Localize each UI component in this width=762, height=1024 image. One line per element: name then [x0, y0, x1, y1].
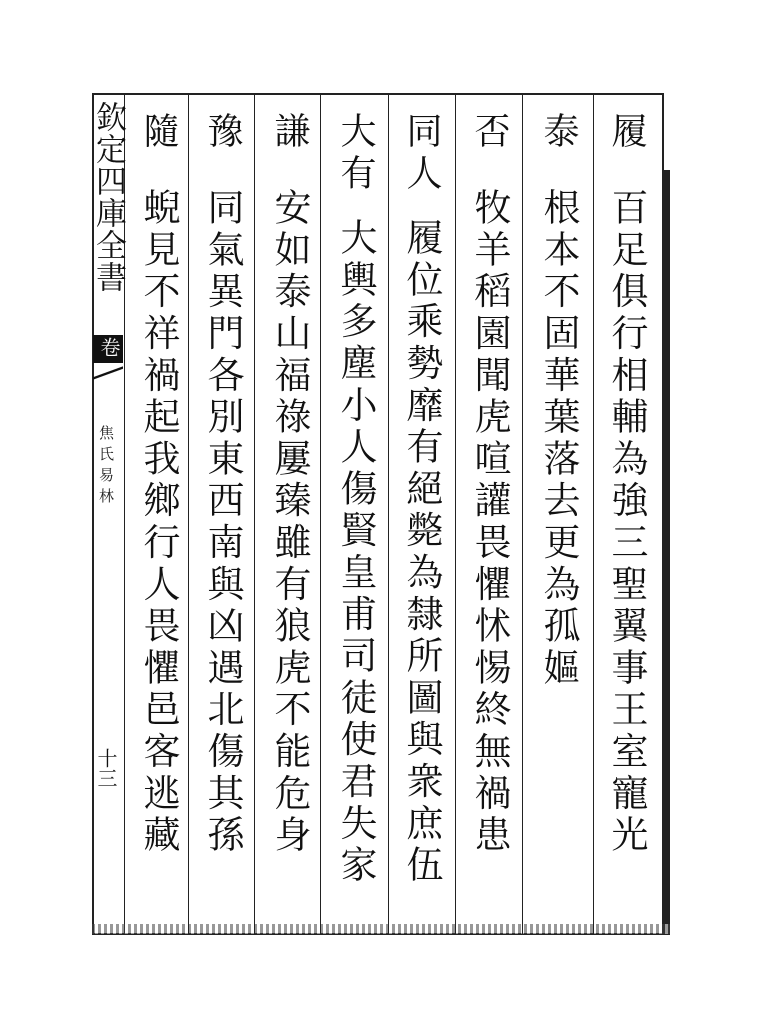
- verse-text: 履位乘勢靡有絕斃為隸所圖與衆庶伍: [400, 218, 443, 887]
- work-title: 焦氏易林: [97, 425, 115, 509]
- page-number: 十三: [94, 748, 118, 788]
- hexagram-name: 否: [469, 112, 510, 154]
- hexagram-name: 履: [606, 112, 647, 154]
- column-rule: [254, 93, 255, 935]
- verse-text: 牧羊稻園聞虎喧讙畏懼怵惕終無禍患: [468, 188, 511, 857]
- verse-text: 大輿多塵小人傷賢皇甫司徒使君失家: [334, 218, 377, 887]
- frame-right-border: [664, 170, 670, 935]
- hexagram-name: 同人: [401, 112, 442, 196]
- hexagram-name: 泰: [538, 112, 579, 154]
- frame-bottom-border: [92, 924, 670, 934]
- verse-text: 安如泰山福祿屢臻雖有狼虎不能危身: [268, 188, 311, 857]
- column-rule: [593, 93, 594, 935]
- verse-text: 同氣異門各別東西南與凶遇北傷其孫: [201, 188, 244, 857]
- column-rule: [522, 93, 523, 935]
- hexagram-name: 大有: [335, 112, 376, 196]
- fish-tail-mark: 卷: [97, 337, 121, 357]
- book-title: 欽定四庫全書: [90, 101, 126, 293]
- column-rule: [388, 93, 389, 935]
- hexagram-name: 豫: [202, 112, 243, 154]
- fish-tail-cut: [93, 363, 123, 383]
- verse-text: 根本不固華葉落去更為孤嫗: [537, 188, 580, 690]
- column-rule: [455, 93, 456, 935]
- column-rule: [320, 93, 321, 935]
- verse-text: 百足俱行相輔為強三聖翼事王室寵光: [605, 188, 648, 857]
- hexagram-name: 謙: [269, 112, 310, 154]
- column-rule: [188, 93, 189, 935]
- verse-text: 蜺見不祥禍起我鄉行人畏懼邑客逃藏: [137, 188, 180, 857]
- hexagram-name: 隨: [138, 112, 179, 154]
